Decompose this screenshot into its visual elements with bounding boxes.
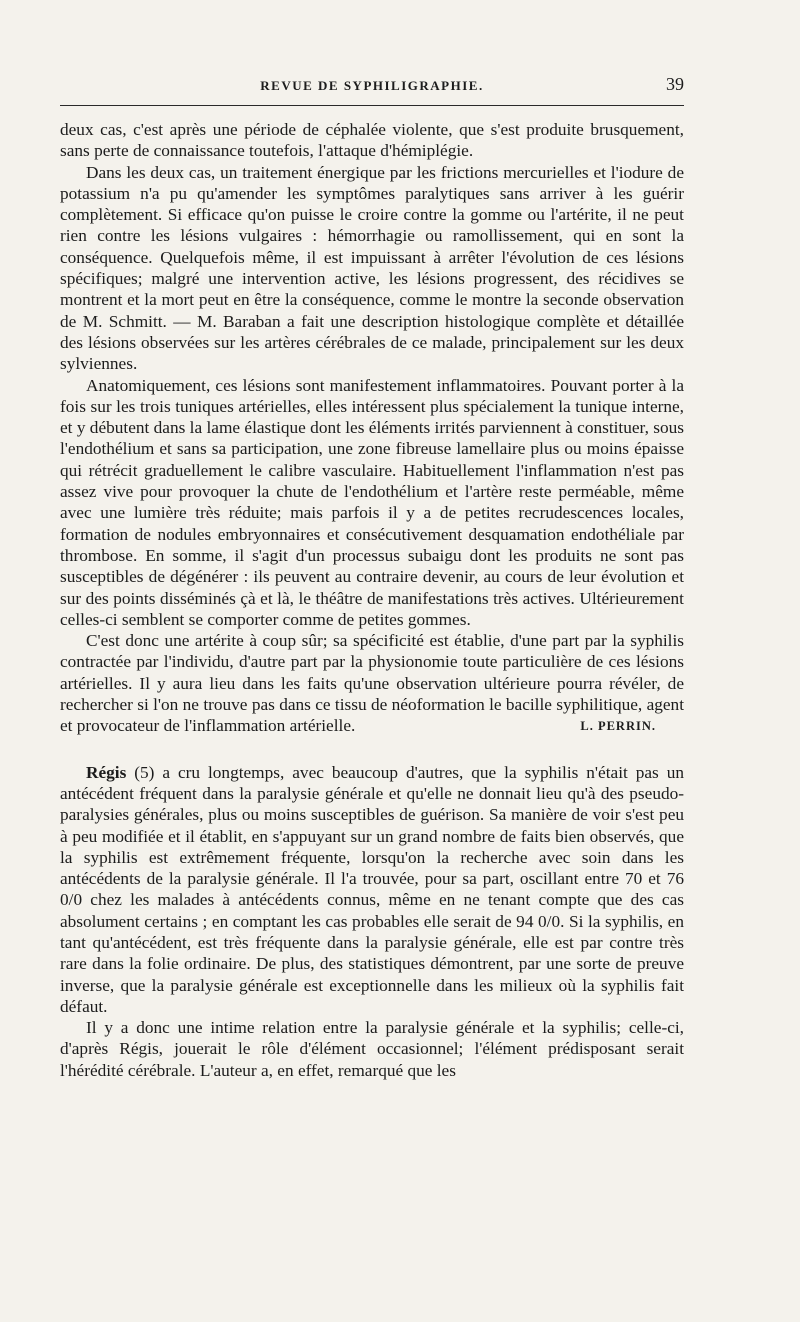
page-body (60, 119, 684, 1081)
paragraph (60, 762, 684, 1018)
paragraph: Anatomiquement, ces lésions sont manifestement inflammatoires. Pouvant porter à la fois sur les trois tuniques artérielles, elles intéressent plus spécialement la tunique interne, et y débutent dans la lame élastique dont les éléments irrités parviennent à constituer, sous l'endothélium et sans sa participation, une zone fibreuse lamellaire plus ou moins épaisse qui rétrécit graduellement le calibre vasculaire. Habituellement l'inflammation n'est pas assez vive pour provoquer la chute de l'endothélium et l'artère reste perméable, même avec une lumière très réduite; mais parfois il y a de petites recrudescences locales, formation de nodules embryonnaires et consécutivement desquamation endothéliale par thrombose. En somme, il s'agit d'un processus subaigu dont les produits ne sont pas susceptibles de dégénérer : ils peuvent au contraire devenir, au cours de leur évolution et sur des points disséminés çà et là, le théâtre de manifestations très actives. Ultérieurement celles-ci semblent se comporter comme de petites gommes. (60, 375, 684, 629)
paragraph-text: C'est donc une artérite à coup sûr; sa spécificité est établie, d'une part par la syphilis contractée par l'individu, d'autre part par la physionomie toute particulière de ces lésions artérielles. Il y aura lieu dans les faits qu'une observation ultérieure pourra révéler, de rechercher si l'on ne trouve pas dans ce tissu de néoformation le bacille syphilitique, agent et provocateur de l'inflammation artérielle. (60, 631, 684, 736)
header-rule (60, 105, 684, 106)
paragraph: Il y a donc une intime relation entre la paralysie générale et la syphilis; celle-ci, d'après Régis, jouerait le rôle d'élément occasionnel; l'élément prédisposant serait l'hérédité cérébrale. L'auteur a, en effet, remarqué que les (60, 1018, 684, 1080)
paragraph-text: (5) a cru longtemps, avec beaucoup d'autres, que la syphilis n'était pas un antécédent fréquent dans la paralysie générale et qu'elle ne donnait lieu qu'à des pseudo-paralysies générales, plus ou moins susceptibles de guérison. Sa manière de voir s'est peu à peu modifiée et il établit, en s'appuyant sur un grand nombre de faits bien observés, que la syphilis est extrêmement fréquente, lorsqu'on la recherche avec soin dans les antécédents de la paralysie générale. Il l'a trouvée, pour sa part, oscillant entre 70 et 76 0/0 chez les malades à antécédents connus, même en ne tenant compte que des cas absolument certains ; en comptant les cas probables elle serait de 94 0/0. Si la syphilis, en tant qu'antécédent, est très fréquente dans la paralysie générale, elle est par contre très rare dans la folie ordinaire. De plus, des statistiques démontrent, par une sorte de preuve inverse, que la paralysie générale est exceptionnelle dans les milieux où la syphilis fait défaut. (60, 762, 684, 1016)
paragraph (60, 630, 684, 736)
running-title: REVUE DE SYPHILIGRAPHIE. (260, 78, 484, 93)
author-signature: L. PERRIN. (580, 719, 656, 734)
page-number: 39 (666, 74, 684, 94)
page-header (60, 72, 684, 102)
paragraph: deux cas, c'est après une période de céphalée violente, que s'est produite brusquement, sans perte de connaissance toutefois, l'attaque d'hémiplégie. (60, 120, 684, 161)
section-gap (60, 737, 684, 762)
paragraph: Dans les deux cas, un traitement énergique par les frictions mercurielles et l'iodure de potassium n'a pu qu'amender les symptômes paralytiques sans arriver à les guérir complètement. Si efficace qu'on puisse le croire contre la gomme ou l'artérite, il ne peut rien contre les lésions vulgaires : hémorrhagie ou ramollissement, qui en sont la conséquence. Quelquefois même, il est impuissant à arrêter l'évolution de ces lésions spécifiques; malgré une intervention active, les lésions progressent, des récidives se montrent et la mort peut en être la conséquence, comme le montre la seconde observation de M. Schmitt. — M. Baraban a fait une description histologique complète et détaillée des lésions observées sur les artères cérébrales de ce malade, principalement sur les deux sylviennes. (60, 162, 684, 374)
author-name: Régis (86, 762, 127, 782)
